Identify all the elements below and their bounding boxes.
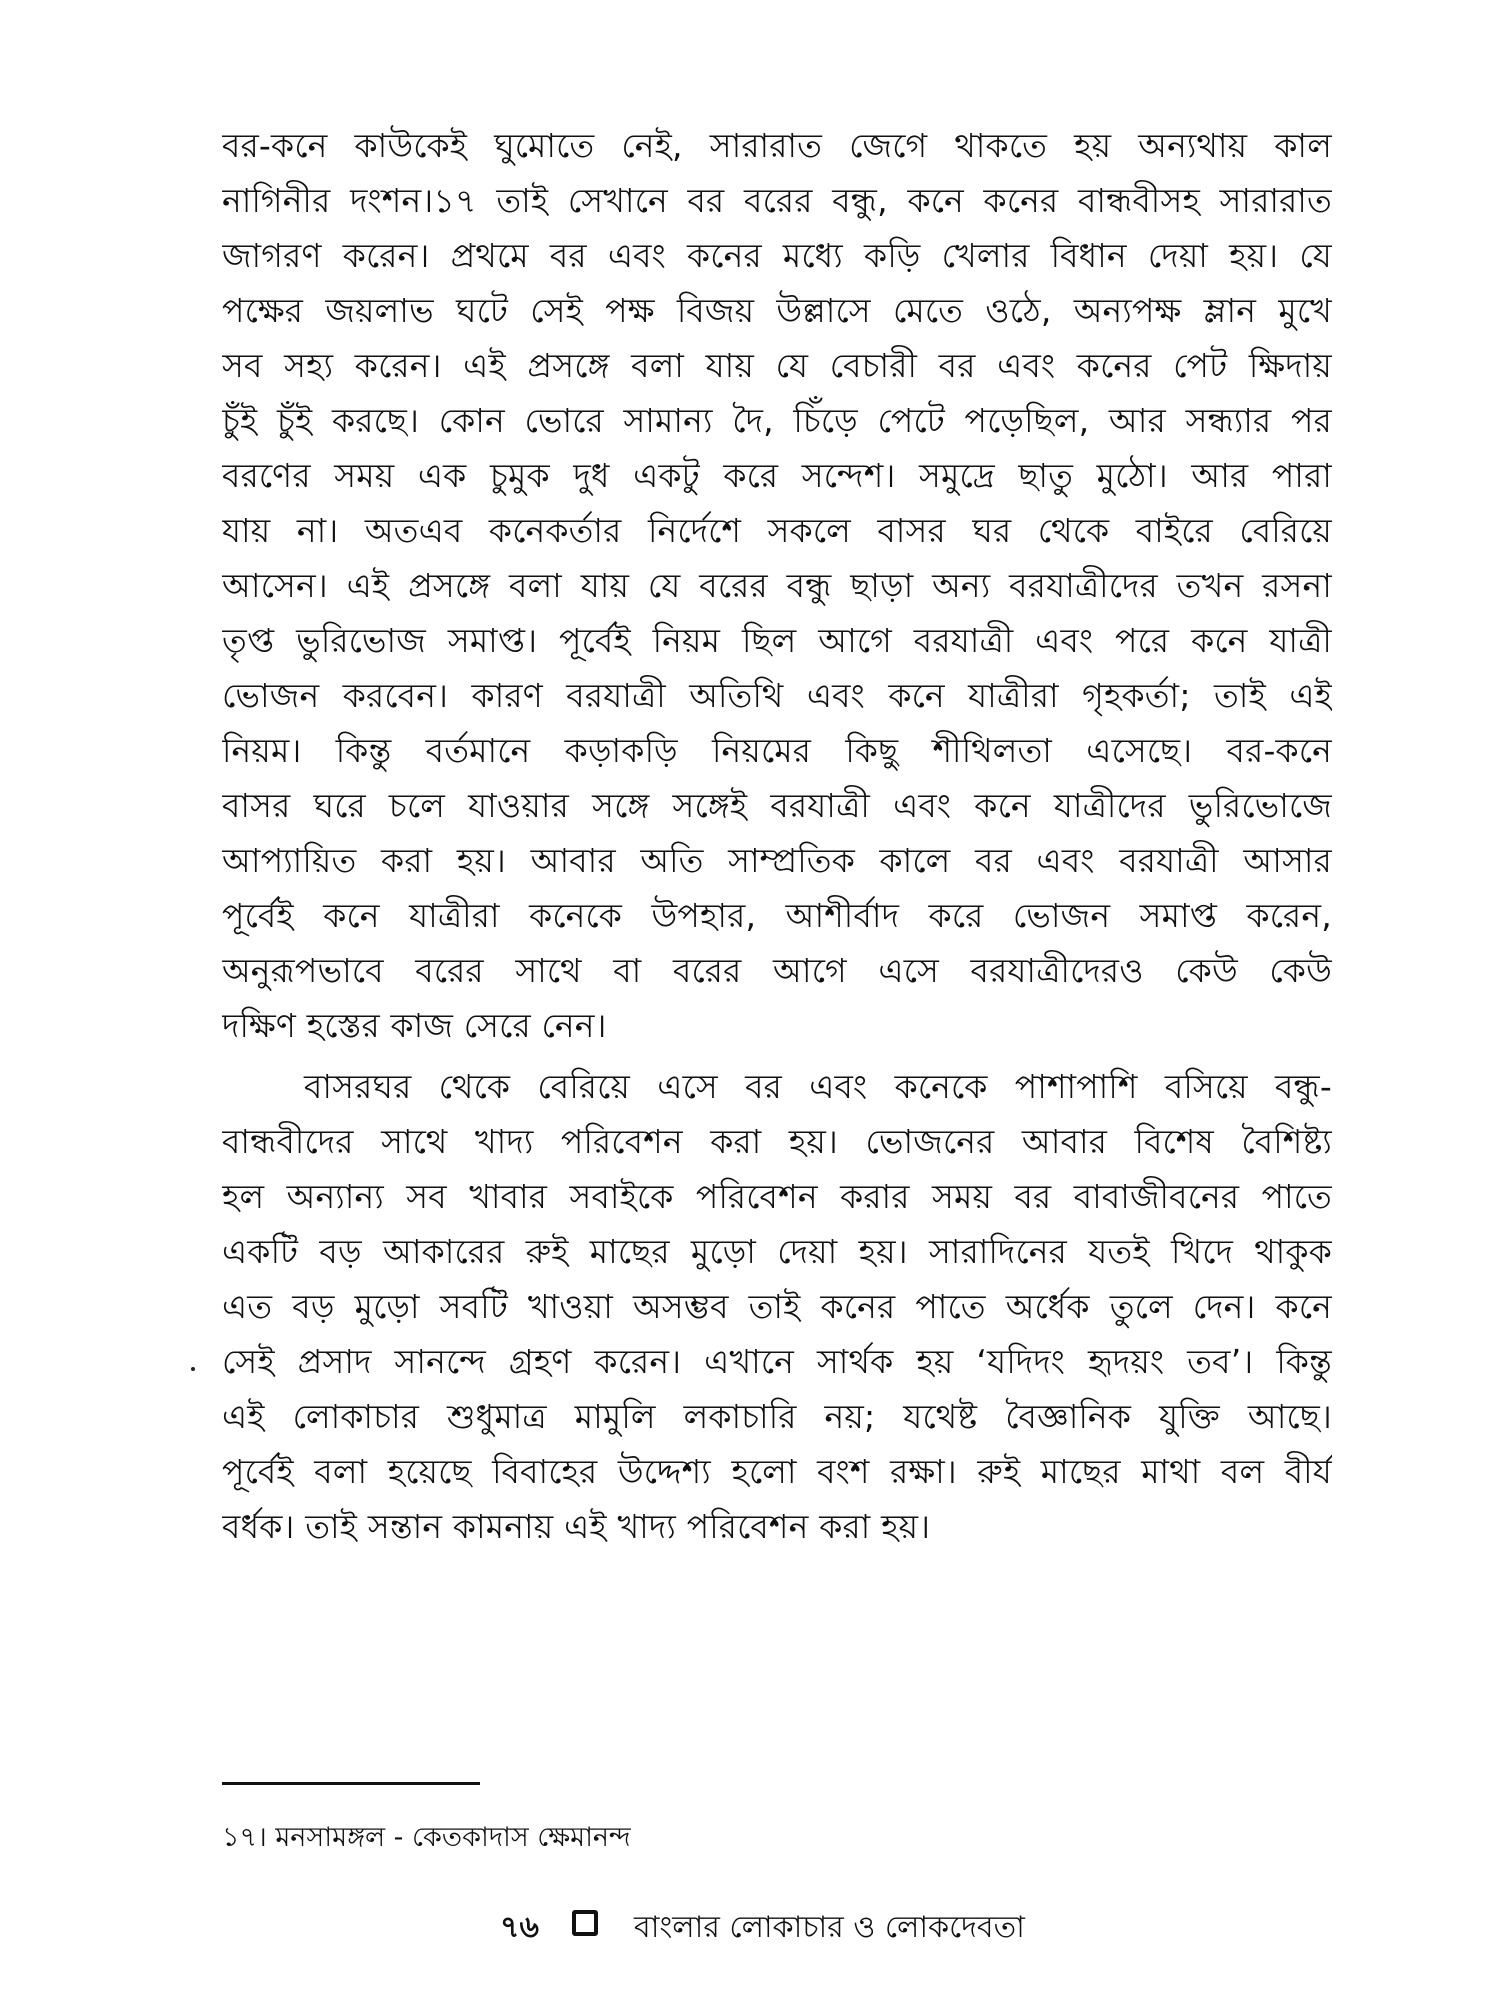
text-line: সেই প্রসাদ সানন্দে গ্রহণ করেন। এখানে সার্থক হয় ‘যদিদং হৃদয়ং তব’। কিন্তু xyxy=(222,1342,1332,1381)
stray-dot xyxy=(191,1367,195,1371)
text-line: নিয়ম। কিন্তু বর্তমানে কড়াকড়ি নিয়মের কিছু শীথিলতা এসেছে। বর-কনে xyxy=(222,731,1332,770)
text-line: আপ্যায়িত করা হয়। আবার অতি সাম্প্রতিক কালে বর এবং বরযাত্রী আসার xyxy=(222,841,1332,880)
text-line: পূর্বেই বলা হয়েছে বিবাহের উদ্দেশ্য হলো বংশ রক্ষা। রুই মাছের মাথা বল বীর্য xyxy=(222,1452,1332,1491)
body-text xyxy=(222,118,1332,1554)
text-line: পক্ষের জয়লাভ ঘটে সেই পক্ষ বিজয় উল্লাসে মেতে ওঠে, অন্যপক্ষ ম্লান মুখে xyxy=(222,291,1332,330)
text-line: নাগিনীর দংশন।১৭ তাই সেখানে বর বরের বন্ধু, কনে কনের বান্ধবীসহ সারারাত xyxy=(222,181,1332,220)
text-line: সব সহ্য করেন। এই প্রসঙ্গে বলা যায় যে বেচারী বর এবং কনের পেট ক্ষিদায় xyxy=(222,346,1332,385)
paragraph-2 xyxy=(222,1059,1332,1554)
text-line: অনুরূপভাবে বরের সাথে বা বরের আগে এসে বরযাত্রীদেরও কেউ কেউ xyxy=(222,951,1332,990)
text-line: ভোজন করবেন। কারণ বরযাত্রী অতিথি এবং কনে যাত্রীরা গৃহকর্তা; তাই এই xyxy=(222,676,1332,715)
text-line: বাসরঘর থেকে বেরিয়ে এসে বর এবং কনেকে পাশাপাশি বসিয়ে বন্ধু- xyxy=(304,1067,1332,1106)
text-line: এই লোকাচার শুধুমাত্র মামুলি লকাচারি নয়; যথেষ্ট বৈজ্ঞানিক যুক্তি আছে। xyxy=(222,1397,1332,1436)
paragraph-1 xyxy=(222,118,1332,1053)
square-box-icon xyxy=(572,1910,598,1936)
text-line: একটি বড় আকারের রুই মাছের মুড়ো দেয়া হয়। সারাদিনের যতই খিদে থাকুক xyxy=(222,1232,1332,1271)
page-footer xyxy=(0,1898,1500,1958)
text-line: হল অন্যান্য সব খাবার সবাইকে পরিবেশন করার সময় বর বাবাজীবনের পাতে xyxy=(222,1177,1332,1216)
text-line: আসেন। এই প্রসঙ্গে বলা যায় যে বরের বন্ধু ছাড়া অন্য বরযাত্রীদের তখন রসনা xyxy=(222,566,1332,605)
page-number: ৭৬ xyxy=(500,1910,540,1945)
text-line: পূর্বেই কনে যাত্রীরা কনেকে উপহার, আশীর্বাদ করে ভোজন সমাপ্ত করেন, xyxy=(222,896,1332,935)
text-line: তৃপ্ত ভুরিভোজ সমাপ্ত। পূর্বেই নিয়ম ছিল আগে বরযাত্রী এবং পরে কনে যাত্রী xyxy=(222,621,1332,660)
text-line: এত বড় মুড়ো সবটি খাওয়া অসম্ভব তাই কনের পাতে অর্ধেক তুলে দেন। কনে xyxy=(222,1287,1332,1326)
text-line: বান্ধবীদের সাথে খাদ্য পরিবেশন করা হয়। ভোজনের আবার বিশেষ বৈশিষ্ট্য xyxy=(222,1122,1332,1161)
text-line: বাসর ঘরে চলে যাওয়ার সঙ্গে সঙ্গেই বরযাত্রী এবং কনে যাত্রীদের ভুরিভোজে xyxy=(222,786,1332,825)
text-line: চুঁই চুঁই করছে। কোন ভোরে সামান্য দৈ, চিঁড়ে পেটে পড়েছিল, আর সন্ধ্যার পর xyxy=(222,401,1332,440)
text-line: বর-কনে কাউকেই ঘুমোতে নেই, সারারাত জেগে থাকতে হয় অন্যথায় কাল xyxy=(222,126,1332,165)
text-line: জাগরণ করেন। প্রথমে বর এবং কনের মধ্যে কড়ি খেলার বিধান দেয়া হয়। যে xyxy=(222,236,1332,275)
text-line: বরণের সময় এক চুমুক দুধ একটু করে সন্দেশ। সমুদ্রে ছাতু মুঠো। আর পারা xyxy=(222,456,1332,495)
footnote-divider xyxy=(222,1782,480,1785)
book-title: বাংলার লোকাচার ও লোকদেবতা xyxy=(634,1910,1025,1945)
text-line: যায় না। অতএব কনেকর্তার নির্দেশে সকলে বাসর ঘর থেকে বাইরে বেরিয়ে xyxy=(222,511,1332,550)
text-line: বর্ধক। তাই সন্তান কামনায় এই খাদ্য পরিবেশন করা হয়। xyxy=(222,1507,931,1546)
text-line: দক্ষিণ হস্তের কাজ সেরে নেন। xyxy=(222,1006,607,1045)
footnote: ১৭। মনসামঙ্গল - কেতকাদাস ক্ষেমানন্দ xyxy=(222,1822,631,1853)
